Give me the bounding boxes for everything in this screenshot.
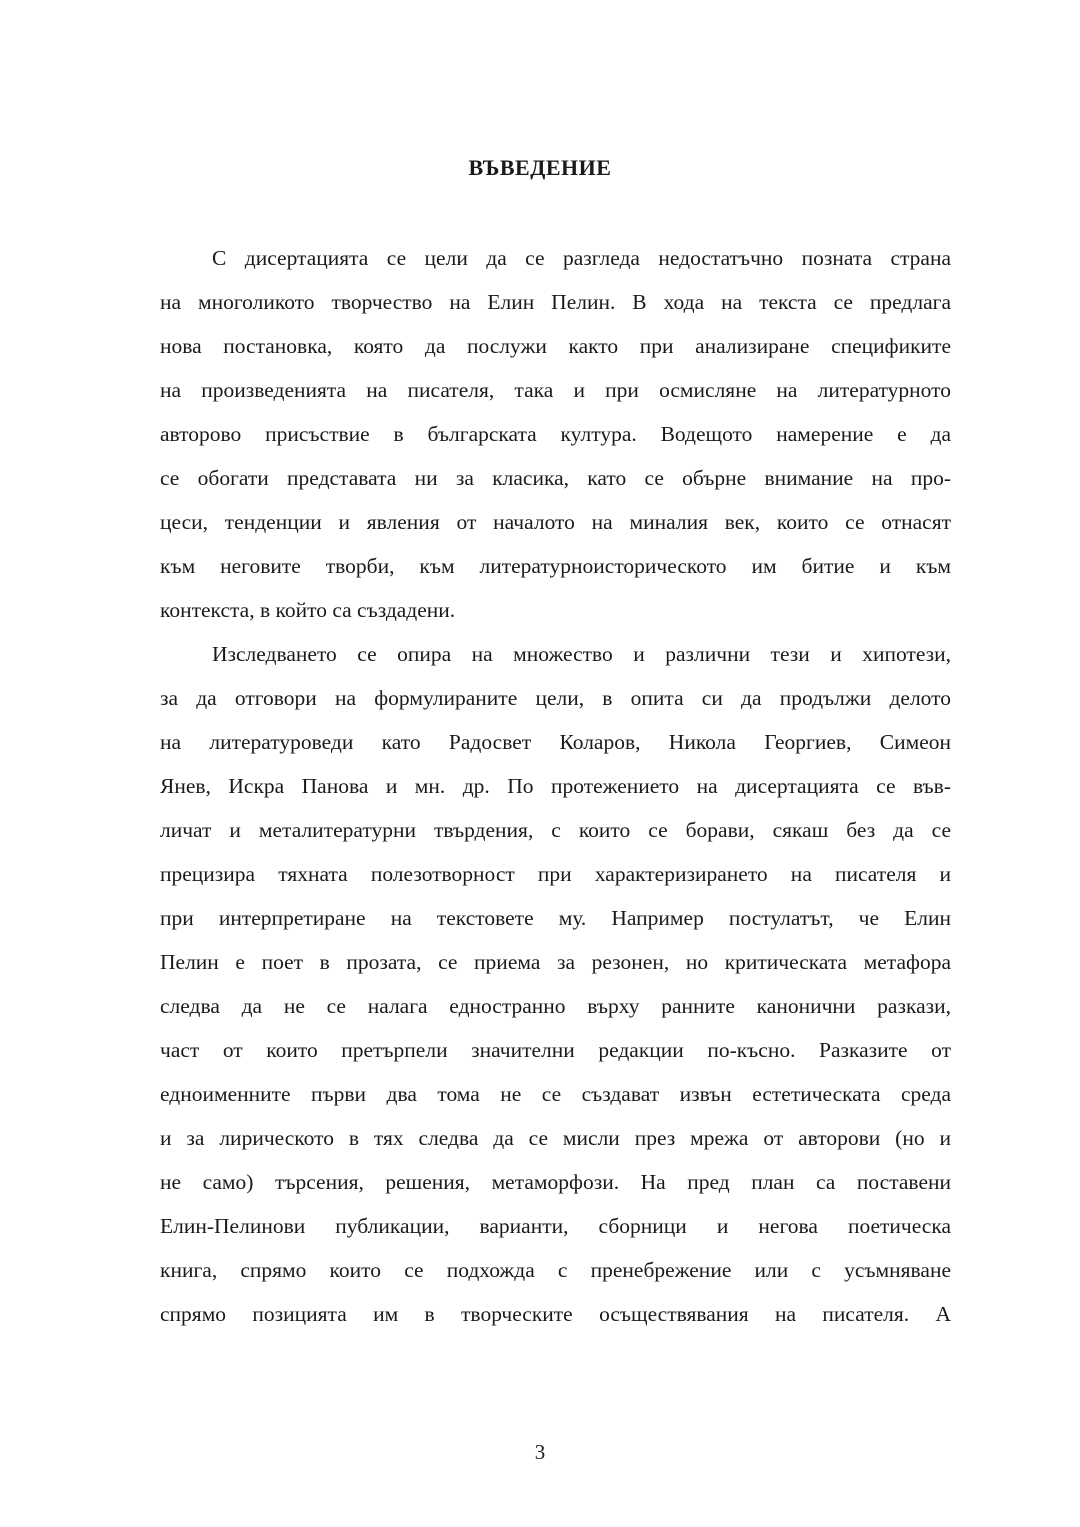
paragraph-1-line-7: цеси, тенденции и явления от началото на миналия век, които се отнасят	[160, 510, 951, 534]
paragraph-1-line-9: контекста, в който са създадени.	[160, 598, 456, 622]
paragraph-1-line-8: към неговите творби, към литературноисторическото им битие и към	[160, 554, 951, 578]
paragraph-2-line-9: следва да не се налага едностранно върху ранните канонични разкази,	[160, 994, 951, 1018]
paragraph-1-line-4: на произведенията на писателя, така и при осмисляне на литературното	[160, 378, 951, 402]
paragraph-1-line-3: нова постановка, която да послужи както при анализиране спецификите	[160, 334, 951, 358]
paragraph-2-line-16: спрямо позицията им в творческите осъществявания на писателя. А	[160, 1302, 951, 1326]
paragraph-2-line-11: едноименните първи два тома не се създават извън естетическата среда	[160, 1082, 951, 1106]
paragraph-1-line-6: се обогати представата ни за класика, като се обърне внимание на про-	[160, 466, 951, 490]
paragraph-2-line-10: част от които претърпели значителни редакции по-късно. Разказите от	[160, 1038, 951, 1062]
paragraph-2-line-8: Пелин е поет в прозата, се приема за резонен, но критическата метафора	[160, 950, 951, 974]
paragraph-2-line-14: Елин-Пелинови публикации, варианти, сборници и негова поетическа	[160, 1214, 951, 1238]
page-title: ВЪВЕДЕНИЕ	[468, 155, 612, 180]
paragraph-2-line-3: на литературоведи като Радосвет Коларов, Никола Георгиев, Симеон	[160, 730, 951, 754]
paragraph-1-line-2: на многоликото творчество на Елин Пелин. В хода на текста се предлага	[160, 290, 951, 314]
paragraph-2-line-12: и за лирическото в тях следва да се мисли през мрежа от авторови (но и	[160, 1126, 951, 1150]
paragraph-2-line-1: Изследването се опира на множество и различни тези и хипотези,	[212, 642, 951, 666]
paragraph-1-line-1: С дисертацията се цели да се разгледа недостатъчно позната страна	[212, 246, 951, 270]
paragraph-2-line-13: не само) търсения, решения, метаморфози. На пред план са поставени	[160, 1170, 951, 1194]
paragraph-2-line-6: прецизира тяхната полезотворност при характеризирането на писателя и	[160, 862, 951, 886]
paragraph-2-line-5: личат и металитературни твърдения, с които се борави, сякаш без да се	[160, 818, 951, 842]
paragraph-2-line-4: Янев, Искра Панова и мн. др. По протежението на дисертацията се във-	[160, 774, 951, 798]
body-text	[160, 236, 951, 1336]
paragraph-2-line-2: за да отговори на формулираните цели, в опита си да продължи делото	[160, 686, 951, 710]
page-number: 3	[534, 1440, 546, 1464]
paragraph-2-line-7: при интерпретиране на текстовете му. Например постулатът, че Елин	[160, 906, 951, 930]
paragraph-2-line-15: книга, спрямо които се подхожда с пренебрежение или с усъмняване	[160, 1258, 951, 1282]
paragraph-1-line-5: авторово присъствие в българската култура. Водещото намерение е да	[160, 422, 951, 446]
